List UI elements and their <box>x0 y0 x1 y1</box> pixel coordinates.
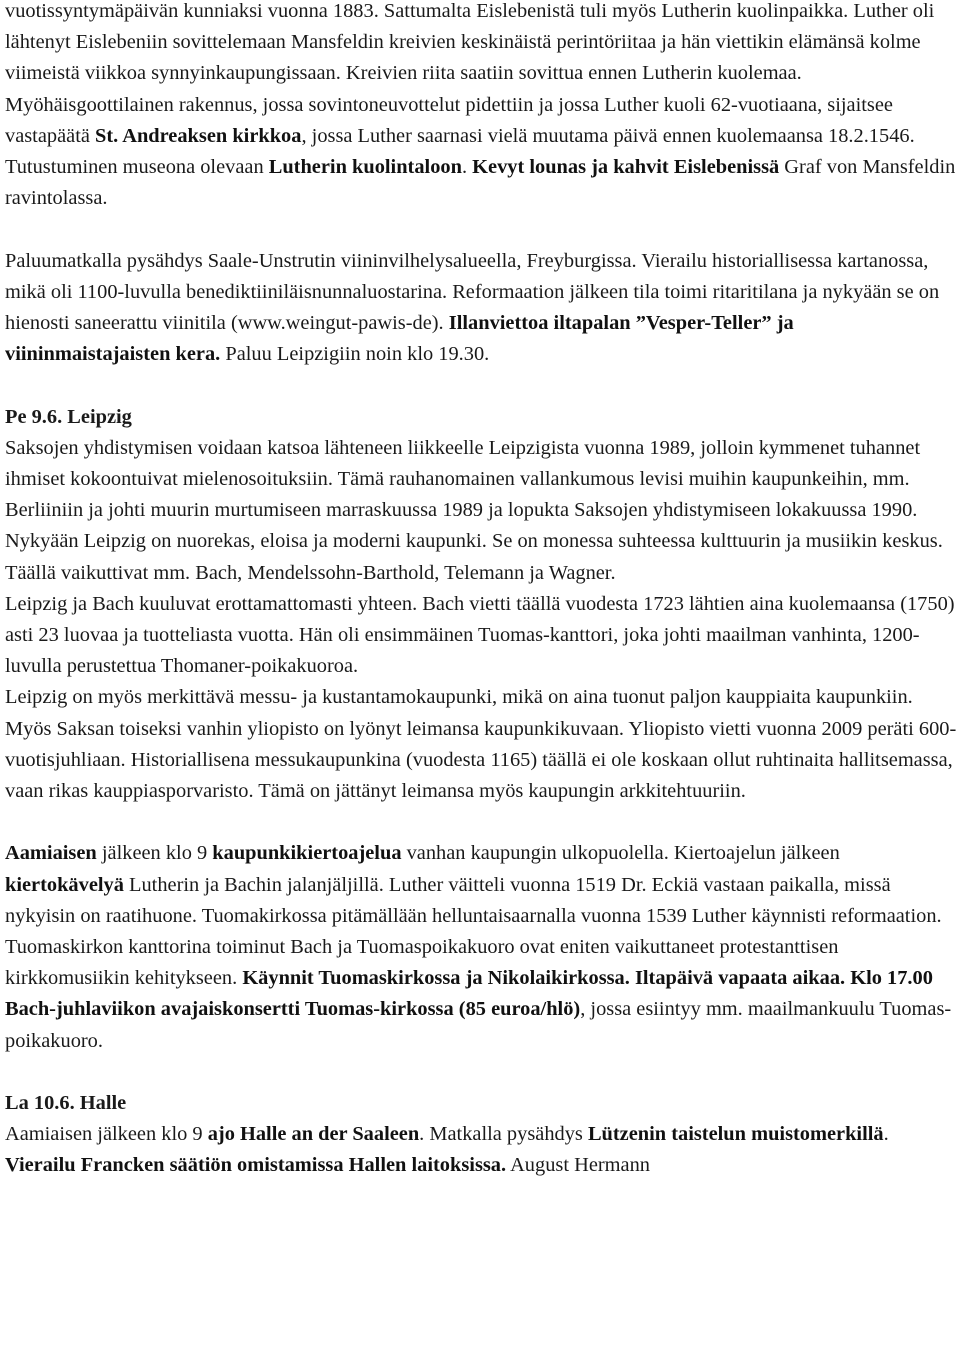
text: Paluu Leipzigiin noin klo 19.30. <box>220 343 490 366</box>
bold-breakfast: Aamiaisen <box>5 842 97 865</box>
bold-church-visits-concert: Käynnit Tuomaskirkossa ja Nikolaikirkossa. Iltapäivä vapaata aikaa. Klo 17.00 Bach-juhlaviikon avajaiskonsertti Tuomas-kirkossa (85 euroa/hlö) <box>5 967 933 1021</box>
paragraph-freyburg <box>5 246 957 371</box>
paragraph-leipzig-today: Nykyään Leipzig on nuorekas, eloisa ja moderni kaupunki. Se on monessa suhteessa kulttuurin ja musiikin keskus. Täällä vaikuttivat mm. Bach, Mendelssohn-Barthold, Telemann ja Wagner. <box>5 530 943 584</box>
paragraph-halle <box>5 1119 957 1181</box>
paragraph-reunification: Saksojen yhdistymisen voidaan katsoa lähteneen liikkeelle Leipzigista vuonna 1989, jolloin kymmenet tuhannet ihmiset kokoontuivat mielenosoituksiin. Tämä rauhanomainen vallankumous levisi muihin kaupunkeihin, mm. Berliiniin ja johti muurin murtumiseen marraskuussa 1989 ja lopukta Saksojen yhdistymiseen lokakuussa 1990. <box>5 436 921 522</box>
spacer <box>5 370 957 401</box>
spacer <box>5 1057 957 1088</box>
text: Aamiaisen jälkeen klo 9 <box>5 1123 208 1146</box>
paragraph-trade-fair: Leipzig on myös merkittävä messu- ja kustantamokaupunki, mikä on aina tuonut paljon kauppiaita kaupunkiin. Myös Saksan toiseksi vanhin yliopisto on lyönyt leimansa kaupunkikuvaan. Yliopisto vietti vuonna 2009 peräti 600-vuotisjuhliaan. Historiallisena messukaupunkina (vuodesta 1165) täällä ei ole koskaan ollut ruhtinaita hallitsemassa, vaan rikas kauppiasporvaristo. Tämä on jättänyt leimansa myös kaupungin arkkitehtuuriin. <box>5 686 957 803</box>
day-heading-saturday: La 10.6. Halle <box>5 1092 127 1115</box>
text: . Matkalla pysähdys <box>419 1123 588 1146</box>
spacer <box>5 807 957 838</box>
spacer <box>5 214 957 245</box>
text: Graf von Mansfeldin ravintolassa. <box>5 156 956 210</box>
day-heading-friday: Pe 9.6. Leipzig <box>5 405 132 428</box>
text: jälkeen klo 9 <box>96 842 213 865</box>
document-page <box>5 0 957 1182</box>
text: . <box>461 156 473 179</box>
paragraph-city-tour <box>5 838 957 1056</box>
bold-evening-snack: Illanviettoa iltapalan ”Vesper-Teller” ja viininmaistajaisten kera. <box>5 312 794 366</box>
bold-drive-halle: ajo Halle an der Saaleen <box>207 1123 420 1146</box>
bold-luther-death-house: Lutherin kuolintaloon <box>268 156 462 179</box>
text: Paluumatkalla pysähdys Saale-Unstrutin viininvilhelysalueella, Freyburgissa. Vierailu historiallisessa kartanossa, mikä oli 1100-luvulla benediktiiniläisnunnaluostarina. Reformaation jälkeen tila toimi ritaritilana ja nykyään se on hienosti saneerattu viinitila (www.weingut-pawis-de). <box>5 249 940 335</box>
bold-francke-foundation: Vierailu Francken säätiön omistamissa Hallen laitoksissa. <box>5 1154 507 1177</box>
text: , jossa esiintyy mm. maailmankuulu Tuomas-poikakuoro. <box>5 998 952 1052</box>
paragraph-bach: Leipzig ja Bach kuuluvat erottamattomasti yhteen. Bach vietti täällä vuodesta 1723 lähtien aina kuolemaansa (1750) asti 23 luovaa ja tuotteliasta vuotta. Hän oli ensimmäinen Tuomas-kanttori, joka johti maailman vanhinta, 1200-luvulla perustettua Thomaner-poikakuoroa. <box>5 592 955 678</box>
text: August Hermann <box>506 1154 650 1177</box>
bold-lutzen-memorial: Lützenin taistelun muistomerkillä <box>587 1123 884 1146</box>
text: . <box>883 1123 889 1146</box>
bold-walking-tour: kiertokävelyä <box>5 873 124 896</box>
bold-st-andreas-church: St. Andreaksen kirkkoa <box>95 124 302 147</box>
paragraph-eisleben <box>5 0 957 214</box>
text: vuotissyntymäpäivän kunniaksi vuonna 1883. Sattumalta Eislebenistä tuli myös Lutherin kuolinpaikka. Luther oli lähtenyt Eislebeniin sovittelemaan Mansfeldin kreivien keskinäistä perintöriitaa ja hän viettikin elämänsä kolme viimeistä viikkoa synnyinkaupungissaan. Kreivien riita saatiin sovittua ennen Lutherin kuolemaa. Myöhäisgoottilainen rakennus, jossa sovintoneuvottelut pidettiin ja jossa Luther kuoli 62-vuotiaana, sijaitsee vastapäätä <box>5 0 935 147</box>
text: , jossa Luther saarnasi vielä muutama päivä ennen kuolemaansa 18.2.1546. Tutustuminen museona olevaan <box>5 124 915 179</box>
bold-city-tour: kaupunkikiertoajelua <box>212 842 402 865</box>
text: vanhan kaupungin ulkopuolella. Kiertoajelun jälkeen <box>401 842 840 865</box>
text: Lutherin ja Bachin jalanjäljillä. Luther väitteli vuonna 1519 Dr. Eckiä vastaan paikalla, missä nykyisin on raatihuone. Tuomakirkossa pitämällään helluntaisaarnalla vuonna 1539 Luther käynnisti reformaation. Tuomaskirkon kanttorina toiminut Bach ja Tuomaspoikakuoro ovat eniten vaikuttaneet protestanttisen kirkkomusiikin kehitykseen. <box>5 873 942 990</box>
bold-lunch-eisleben: Kevyt lounas ja kahvit Eislebenissä <box>472 156 780 179</box>
